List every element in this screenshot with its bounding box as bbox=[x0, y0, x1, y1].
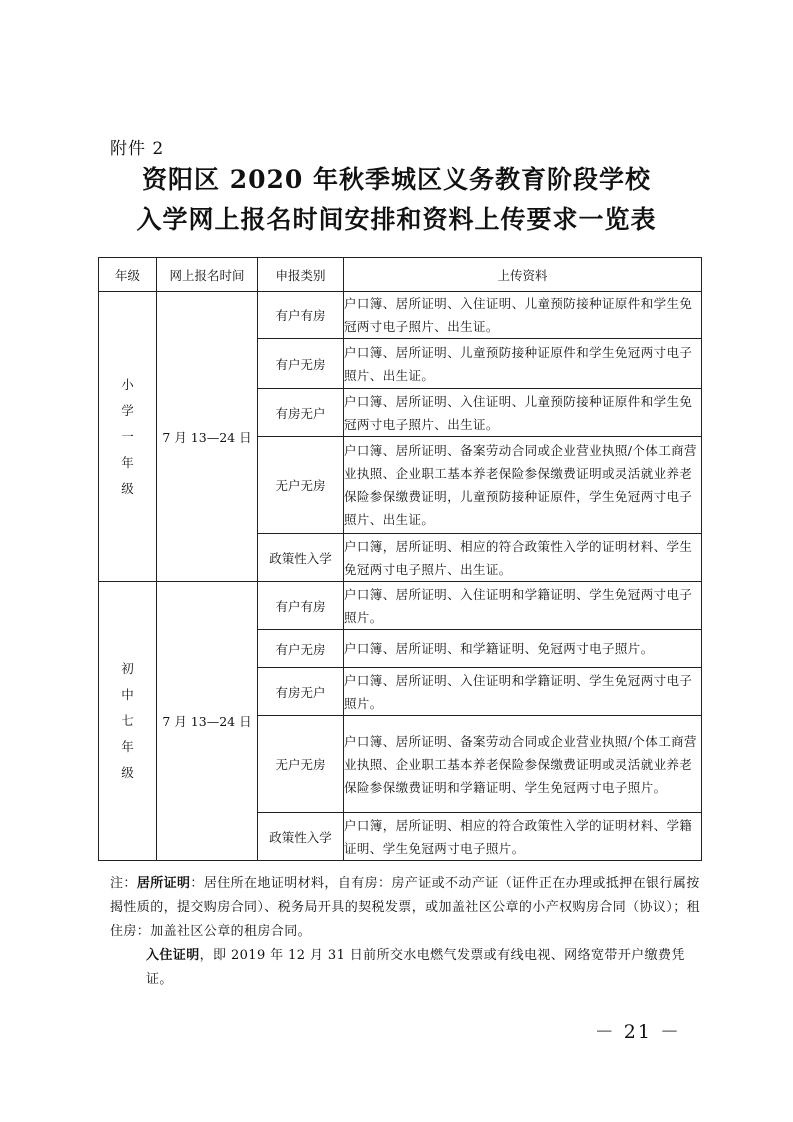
time-cell-primary: 7 月 13—24 日 bbox=[157, 292, 258, 582]
category-cell: 有户无房 bbox=[258, 339, 344, 389]
documents-cell: 户口簿，居所证明、相应的符合政策性入学的证明材料、学生免冠两寸电子照片、出生证。 bbox=[344, 534, 702, 582]
column-header-time: 网上报名时间 bbox=[157, 258, 258, 292]
documents-cell: 户口簿、居所证明、入住证明、儿童预防接种证原件和学生免冠两寸电子照片、出生证。 bbox=[344, 389, 702, 437]
category-cell: 有户有房 bbox=[258, 582, 344, 630]
documents-cell: 户口簿、居所证明、入住证明和学籍证明、学生免冠两寸电子照片。 bbox=[344, 668, 702, 716]
documents-cell: 户口簿、居所证明、入住证明和学籍证明、学生免冠两寸电子照片。 bbox=[344, 582, 702, 630]
category-cell: 政策性入学 bbox=[258, 813, 344, 861]
grade-cell-junior: 初 中 七 年 级 bbox=[99, 582, 157, 861]
enrollment-schedule-table bbox=[98, 257, 702, 861]
category-cell: 无户无房 bbox=[258, 437, 344, 534]
documents-cell: 户口簿、居所证明、备案劳动合同或企业营业执照/个体工商营业执照、企业职工基本养老保险参保缴费证明或灵活就业养老保险参保缴费证明和学籍证明、学生免冠两寸电子照片。 bbox=[344, 716, 702, 813]
document-title-line2: 入学网上报名时间安排和资料上传要求一览表 bbox=[136, 205, 657, 234]
note-occupancy-text: ，即 2019 年 12 月 31 日前所交水电燃气发票或有线电视、网络宽带开户缴费凭证。 bbox=[146, 948, 685, 987]
note-residence-term: 居所证明 bbox=[136, 876, 191, 891]
table-row bbox=[99, 582, 702, 630]
table-header-row bbox=[99, 258, 702, 292]
category-cell: 有户有房 bbox=[258, 292, 344, 339]
grade-cell-primary: 小 学 一 年 级 bbox=[99, 292, 157, 582]
note-residence-text: ：居住所在地证明材料，自有房：房产证或不动产证（证件正在办理或抵押在银行属按揭性质的，提交购房合同）、税务局开具的契税发票，或加盖社区公章的小产权购房合同（协议）；租住房：加盖社区公章的租房合同。 bbox=[110, 876, 701, 939]
category-cell: 无户无房 bbox=[258, 716, 344, 813]
column-header-documents: 上传资料 bbox=[344, 258, 702, 292]
category-cell: 有房无户 bbox=[258, 389, 344, 437]
category-cell: 政策性入学 bbox=[258, 534, 344, 582]
documents-cell: 户口簿，居所证明、相应的符合政策性入学的证明材料、学籍证明、学生免冠两寸电子照片。 bbox=[344, 813, 702, 861]
column-header-category: 申报类别 bbox=[258, 258, 344, 292]
note-occupancy-term: 入住证明 bbox=[146, 948, 200, 963]
page-number: － 21 － bbox=[594, 1021, 681, 1043]
notes-prefix: 注： bbox=[110, 876, 137, 891]
table-row bbox=[99, 292, 702, 339]
column-header-grade: 年级 bbox=[99, 258, 157, 292]
notes-section bbox=[110, 872, 705, 992]
documents-cell: 户口簿、居所证明、和学籍证明、免冠两寸电子照片。 bbox=[344, 630, 702, 668]
documents-cell: 户口簿、居所证明、儿童预防接种证原件和学生免冠两寸电子照片、出生证。 bbox=[344, 339, 702, 389]
documents-cell: 户口簿、居所证明、备案劳动合同或企业营业执照/个体工商营业执照、企业职工基本养老保险参保缴费证明或灵活就业养老保险参保缴费证明，儿童预防接种证原件，学生免冠两寸电子照片、出生证。 bbox=[344, 437, 702, 534]
note-occupancy-proof bbox=[110, 944, 705, 992]
time-cell-junior: 7 月 13—24 日 bbox=[157, 582, 258, 861]
note-residence-proof bbox=[110, 872, 705, 944]
category-cell: 有户无房 bbox=[258, 630, 344, 668]
category-cell: 有房无户 bbox=[258, 668, 344, 716]
attachment-label: 附件 2 bbox=[110, 139, 165, 159]
document-title-line1: 资阳区 2020 年秋季城区义务教育阶段学校 bbox=[142, 165, 651, 194]
documents-cell: 户口簿、居所证明、入住证明、儿童预防接种证原件和学生免冠两寸电子照片、出生证。 bbox=[344, 292, 702, 339]
